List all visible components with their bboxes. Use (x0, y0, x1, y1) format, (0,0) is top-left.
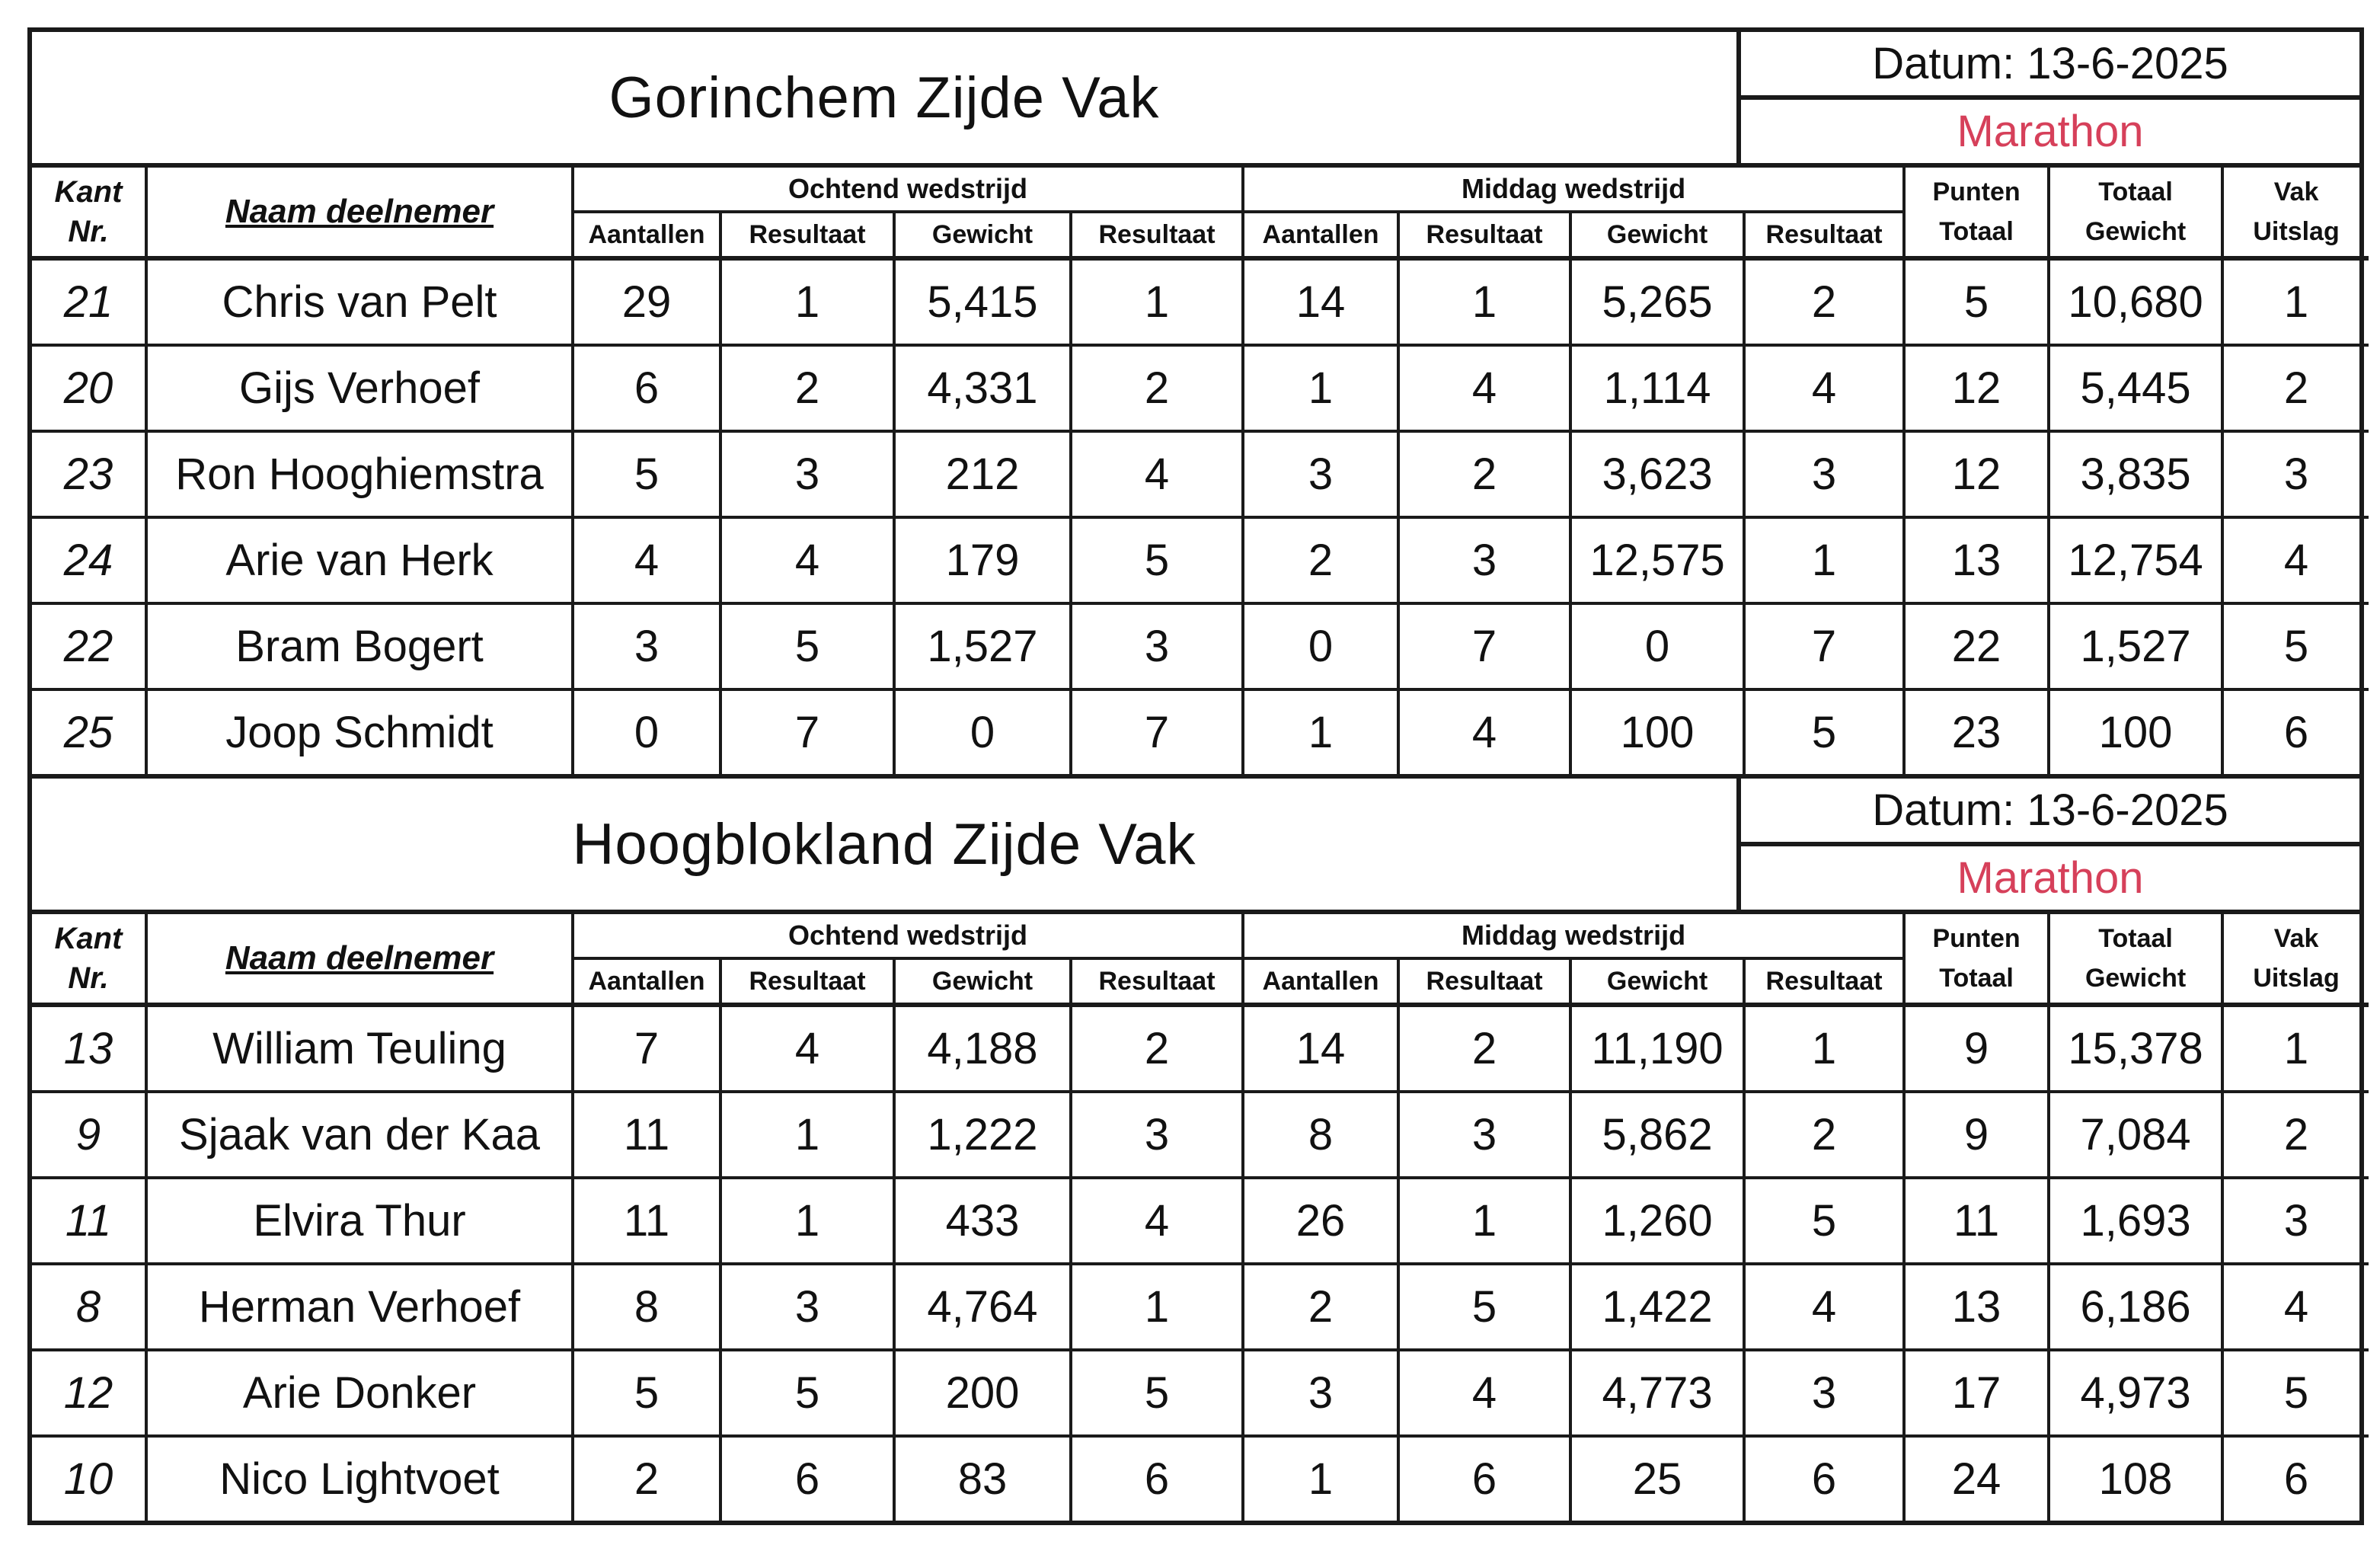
cell-punten-totaal: 23 (1904, 689, 2049, 774)
cell-middag-resultaat2: 3 (1744, 1350, 1904, 1436)
cell-middag-resultaat: 4 (1398, 1350, 1570, 1436)
cell-middag-aantallen: 1 (1243, 1436, 1398, 1521)
cell-kant-nr: 22 (32, 603, 146, 689)
cell-ochtend-aantallen: 5 (573, 1350, 720, 1436)
cell-middag-resultaat: 1 (1398, 1178, 1570, 1264)
cell-ochtend-resultaat: 3 (720, 431, 894, 517)
cell-vak-uitslag: 6 (2222, 1436, 2369, 1521)
cell-totaal-gewicht: 1,527 (2049, 603, 2222, 689)
table-row (32, 1436, 2369, 1521)
cell-middag-aantallen: 1 (1243, 345, 1398, 431)
cell-ochtend-resultaat2: 6 (1071, 1436, 1243, 1521)
cell-vak-uitslag: 1 (2222, 1005, 2369, 1092)
cell-vak-uitslag: 6 (2222, 689, 2369, 774)
header-kant: Kant (54, 175, 123, 209)
cell-ochtend-resultaat2: 1 (1071, 258, 1243, 345)
cell-punten-totaal: 13 (1904, 517, 2049, 603)
table-row (32, 431, 2369, 517)
section-date: Datum: 13-6-2025 (1741, 779, 2359, 846)
cell-middag-gewicht: 5,862 (1570, 1092, 1744, 1178)
cell-punten-totaal: 11 (1904, 1178, 2049, 1264)
cell-middag-aantallen: 2 (1243, 1264, 1398, 1350)
cell-punten-totaal: 12 (1904, 345, 2049, 431)
cell-punten-totaal: 12 (1904, 431, 2049, 517)
cell-ochtend-gewicht: 4,188 (894, 1005, 1071, 1092)
cell-ochtend-aantallen: 2 (573, 1436, 720, 1521)
cell-ochtend-resultaat2: 2 (1071, 1005, 1243, 1092)
cell-middag-gewicht: 12,575 (1570, 517, 1744, 603)
cell-name: Arie van Herk (146, 517, 573, 603)
cell-ochtend-gewicht: 212 (894, 431, 1071, 517)
cell-name: Nico Lightvoet (146, 1436, 573, 1521)
cell-ochtend-aantallen: 0 (573, 689, 720, 774)
cell-middag-gewicht: 5,265 (1570, 258, 1744, 345)
header-m-resultaat: Resultaat (1398, 958, 1570, 1005)
header-ochtend: Ochtend wedstrijd (573, 168, 1243, 212)
cell-name: Herman Verhoef (146, 1264, 573, 1350)
header-gewicht2: Gewicht (2084, 964, 2187, 993)
cell-name: Joop Schmidt (146, 689, 573, 774)
cell-name: Gijs Verhoef (146, 345, 573, 431)
cell-totaal-gewicht: 6,186 (2049, 1264, 2222, 1350)
cell-ochtend-resultaat2: 4 (1071, 431, 1243, 517)
cell-totaal-gewicht: 12,754 (2049, 517, 2222, 603)
cell-middag-aantallen: 0 (1243, 603, 1398, 689)
header-m-resultaat2: Resultaat (1744, 958, 1904, 1005)
cell-middag-resultaat2: 3 (1744, 431, 1904, 517)
header-totaal-g: Totaal (2098, 924, 2173, 953)
cell-middag-resultaat2: 5 (1744, 689, 1904, 774)
section-meta (1741, 32, 2359, 163)
header-gewicht2: Gewicht (2084, 217, 2187, 246)
table-row (32, 1005, 2369, 1092)
cell-vak-uitslag: 5 (2222, 1350, 2369, 1436)
header-totaal-gewicht (2049, 168, 2222, 258)
cell-ochtend-gewicht: 4,331 (894, 345, 1071, 431)
cell-ochtend-gewicht: 0 (894, 689, 1071, 774)
cell-totaal-gewicht: 10,680 (2049, 258, 2222, 345)
cell-middag-aantallen: 1 (1243, 689, 1398, 774)
cell-middag-aantallen: 8 (1243, 1092, 1398, 1178)
header-punten-totaal (1904, 168, 2049, 258)
results-body (32, 258, 2369, 774)
table-row (32, 689, 2369, 774)
cell-totaal-gewicht: 5,445 (2049, 345, 2222, 431)
cell-vak-uitslag: 4 (2222, 517, 2369, 603)
cell-middag-resultaat2: 2 (1744, 1092, 1904, 1178)
section-event: Marathon (1957, 107, 2144, 156)
header-m-aantallen: Aantallen (1243, 958, 1398, 1005)
cell-totaal-gewicht: 3,835 (2049, 431, 2222, 517)
cell-name: Bram Bogert (146, 603, 573, 689)
cell-middag-resultaat: 7 (1398, 603, 1570, 689)
cell-middag-aantallen: 2 (1243, 517, 1398, 603)
cell-middag-resultaat: 2 (1398, 431, 1570, 517)
cell-middag-gewicht: 4,773 (1570, 1350, 1744, 1436)
header-naam: Naam deelnemer (146, 914, 573, 1005)
cell-middag-resultaat2: 1 (1744, 1005, 1904, 1092)
cell-ochtend-aantallen: 4 (573, 517, 720, 603)
header-nr: Nr. (68, 215, 109, 248)
header-punten-totaal (1904, 914, 2049, 1005)
cell-ochtend-resultaat: 6 (720, 1436, 894, 1521)
header-totaal-g: Totaal (2098, 178, 2173, 206)
header-m-gewicht: Gewicht (1570, 212, 1744, 258)
cell-kant-nr: 25 (32, 689, 146, 774)
cell-ochtend-aantallen: 29 (573, 258, 720, 345)
cell-middag-aantallen: 14 (1243, 258, 1398, 345)
cell-ochtend-resultaat: 3 (720, 1264, 894, 1350)
cell-ochtend-resultaat: 5 (720, 603, 894, 689)
cell-ochtend-resultaat: 2 (720, 345, 894, 431)
header-punten: Punten (1932, 924, 2021, 953)
cell-punten-totaal: 24 (1904, 1436, 2049, 1521)
cell-ochtend-aantallen: 5 (573, 431, 720, 517)
cell-totaal-gewicht: 108 (2049, 1436, 2222, 1521)
cell-middag-resultaat2: 2 (1744, 258, 1904, 345)
cell-middag-aantallen: 3 (1243, 431, 1398, 517)
cell-kant-nr: 21 (32, 258, 146, 345)
cell-ochtend-resultaat: 4 (720, 1005, 894, 1092)
section-header (32, 32, 2359, 168)
header-o-aantallen: Aantallen (573, 958, 720, 1005)
cell-vak-uitslag: 4 (2222, 1264, 2369, 1350)
header-totaal-gewicht (2049, 914, 2222, 1005)
header-kant: Kant (54, 922, 123, 955)
cell-middag-resultaat: 4 (1398, 689, 1570, 774)
cell-ochtend-aantallen: 3 (573, 603, 720, 689)
cell-totaal-gewicht: 100 (2049, 689, 2222, 774)
cell-ochtend-resultaat2: 7 (1071, 689, 1243, 774)
cell-middag-resultaat: 6 (1398, 1436, 1570, 1521)
cell-ochtend-resultaat: 1 (720, 1092, 894, 1178)
section-event: Marathon (1957, 853, 2144, 903)
table-row (32, 517, 2369, 603)
cell-name: William Teuling (146, 1005, 573, 1092)
cell-middag-aantallen: 26 (1243, 1178, 1398, 1264)
table-row (32, 258, 2369, 345)
cell-kant-nr: 11 (32, 1178, 146, 1264)
table-row (32, 345, 2369, 431)
cell-ochtend-resultaat: 7 (720, 689, 894, 774)
cell-middag-aantallen: 3 (1243, 1350, 1398, 1436)
section-date: Datum: 13-6-2025 (1741, 32, 2359, 100)
table-row (32, 1178, 2369, 1264)
cell-ochtend-resultaat2: 5 (1071, 517, 1243, 603)
cell-totaal-gewicht: 7,084 (2049, 1092, 2222, 1178)
results-table (32, 914, 2369, 1521)
header-o-resultaat: Resultaat (720, 212, 894, 258)
header-o-aantallen: Aantallen (573, 212, 720, 258)
header-o-gewicht: Gewicht (894, 212, 1071, 258)
cell-name: Ron Hooghiemstra (146, 431, 573, 517)
section-gorinchem (27, 27, 2364, 779)
header-vak-uitslag (2222, 168, 2369, 258)
cell-ochtend-resultaat2: 3 (1071, 603, 1243, 689)
header-kant-nr (32, 914, 146, 1005)
cell-middag-gewicht: 1,260 (1570, 1178, 1744, 1264)
header-naam: Naam deelnemer (146, 168, 573, 258)
cell-middag-resultaat: 5 (1398, 1264, 1570, 1350)
cell-vak-uitslag: 3 (2222, 1178, 2369, 1264)
section-title: Hoogblokland Zijde Vak (32, 779, 1741, 910)
table-row (32, 1092, 2369, 1178)
header-vak: Vak (2273, 178, 2319, 206)
cell-middag-resultaat: 3 (1398, 517, 1570, 603)
cell-totaal-gewicht: 1,693 (2049, 1178, 2222, 1264)
cell-middag-gewicht: 100 (1570, 689, 1744, 774)
header-totaal-p: Totaal (1939, 964, 2014, 993)
cell-punten-totaal: 9 (1904, 1005, 2049, 1092)
cell-punten-totaal: 17 (1904, 1350, 2049, 1436)
cell-middag-resultaat2: 5 (1744, 1178, 1904, 1264)
header-uitslag: Uitslag (2253, 964, 2340, 993)
cell-middag-resultaat2: 1 (1744, 517, 1904, 603)
cell-middag-resultaat2: 7 (1744, 603, 1904, 689)
cell-vak-uitslag: 2 (2222, 345, 2369, 431)
header-middag: Middag wedstrijd (1243, 914, 1904, 958)
cell-middag-resultaat: 2 (1398, 1005, 1570, 1092)
cell-ochtend-gewicht: 1,222 (894, 1092, 1071, 1178)
header-o-resultaat2: Resultaat (1071, 212, 1243, 258)
table-row (32, 1350, 2369, 1436)
cell-middag-gewicht: 25 (1570, 1436, 1744, 1521)
cell-ochtend-gewicht: 179 (894, 517, 1071, 603)
cell-vak-uitslag: 1 (2222, 258, 2369, 345)
section-meta (1741, 779, 2359, 910)
cell-ochtend-resultaat: 1 (720, 1178, 894, 1264)
cell-punten-totaal: 22 (1904, 603, 2049, 689)
header-punten: Punten (1932, 178, 2021, 206)
results-table (32, 168, 2369, 774)
cell-ochtend-gewicht: 4,764 (894, 1264, 1071, 1350)
header-o-resultaat: Resultaat (720, 958, 894, 1005)
cell-punten-totaal: 5 (1904, 258, 2049, 345)
cell-ochtend-resultaat2: 3 (1071, 1092, 1243, 1178)
cell-punten-totaal: 13 (1904, 1264, 2049, 1350)
cell-ochtend-gewicht: 83 (894, 1436, 1071, 1521)
header-o-gewicht: Gewicht (894, 958, 1071, 1005)
table-row (32, 1264, 2369, 1350)
cell-totaal-gewicht: 4,973 (2049, 1350, 2222, 1436)
header-kant-nr (32, 168, 146, 258)
cell-ochtend-resultaat: 5 (720, 1350, 894, 1436)
header-uitslag: Uitslag (2253, 217, 2340, 246)
cell-vak-uitslag: 3 (2222, 431, 2369, 517)
section-hoogblokland (27, 779, 2364, 1525)
cell-name: Chris van Pelt (146, 258, 573, 345)
header-o-resultaat2: Resultaat (1071, 958, 1243, 1005)
cell-ochtend-gewicht: 433 (894, 1178, 1071, 1264)
cell-vak-uitslag: 5 (2222, 603, 2369, 689)
cell-ochtend-aantallen: 11 (573, 1178, 720, 1264)
header-middag: Middag wedstrijd (1243, 168, 1904, 212)
cell-kant-nr: 24 (32, 517, 146, 603)
header-m-aantallen: Aantallen (1243, 212, 1398, 258)
table-row (32, 603, 2369, 689)
cell-ochtend-aantallen: 8 (573, 1264, 720, 1350)
section-title: Gorinchem Zijde Vak (32, 32, 1741, 163)
cell-kant-nr: 9 (32, 1092, 146, 1178)
results-page (27, 27, 2364, 1525)
cell-vak-uitslag: 2 (2222, 1092, 2369, 1178)
cell-name: Arie Donker (146, 1350, 573, 1436)
header-m-resultaat: Resultaat (1398, 212, 1570, 258)
header-totaal-p: Totaal (1939, 217, 2014, 246)
cell-middag-aantallen: 14 (1243, 1005, 1398, 1092)
header-vak: Vak (2273, 924, 2319, 953)
results-body (32, 1005, 2369, 1521)
cell-middag-resultaat2: 4 (1744, 1264, 1904, 1350)
cell-middag-gewicht: 3,623 (1570, 431, 1744, 517)
cell-totaal-gewicht: 15,378 (2049, 1005, 2222, 1092)
cell-middag-gewicht: 0 (1570, 603, 1744, 689)
cell-ochtend-gewicht: 200 (894, 1350, 1071, 1436)
cell-middag-resultaat: 3 (1398, 1092, 1570, 1178)
cell-ochtend-resultaat2: 5 (1071, 1350, 1243, 1436)
header-ochtend: Ochtend wedstrijd (573, 914, 1243, 958)
cell-kant-nr: 23 (32, 431, 146, 517)
cell-middag-resultaat: 4 (1398, 345, 1570, 431)
cell-ochtend-aantallen: 7 (573, 1005, 720, 1092)
cell-ochtend-resultaat2: 2 (1071, 345, 1243, 431)
cell-middag-gewicht: 1,114 (1570, 345, 1744, 431)
cell-ochtend-gewicht: 1,527 (894, 603, 1071, 689)
cell-middag-resultaat2: 4 (1744, 345, 1904, 431)
cell-middag-gewicht: 1,422 (1570, 1264, 1744, 1350)
cell-ochtend-gewicht: 5,415 (894, 258, 1071, 345)
cell-middag-resultaat2: 6 (1744, 1436, 1904, 1521)
cell-ochtend-aantallen: 11 (573, 1092, 720, 1178)
cell-middag-gewicht: 11,190 (1570, 1005, 1744, 1092)
section-header (32, 779, 2359, 914)
cell-ochtend-resultaat: 4 (720, 517, 894, 603)
header-vak-uitslag (2222, 914, 2369, 1005)
cell-ochtend-aantallen: 6 (573, 345, 720, 431)
header-m-resultaat2: Resultaat (1744, 212, 1904, 258)
cell-kant-nr: 13 (32, 1005, 146, 1092)
cell-kant-nr: 12 (32, 1350, 146, 1436)
cell-name: Sjaak van der Kaa (146, 1092, 573, 1178)
cell-kant-nr: 10 (32, 1436, 146, 1521)
cell-name: Elvira Thur (146, 1178, 573, 1264)
cell-ochtend-resultaat2: 4 (1071, 1178, 1243, 1264)
cell-ochtend-resultaat: 1 (720, 258, 894, 345)
header-m-gewicht: Gewicht (1570, 958, 1744, 1005)
cell-punten-totaal: 9 (1904, 1092, 2049, 1178)
header-nr: Nr. (68, 961, 109, 995)
cell-kant-nr: 20 (32, 345, 146, 431)
cell-ochtend-resultaat2: 1 (1071, 1264, 1243, 1350)
cell-middag-resultaat: 1 (1398, 258, 1570, 345)
cell-kant-nr: 8 (32, 1264, 146, 1350)
